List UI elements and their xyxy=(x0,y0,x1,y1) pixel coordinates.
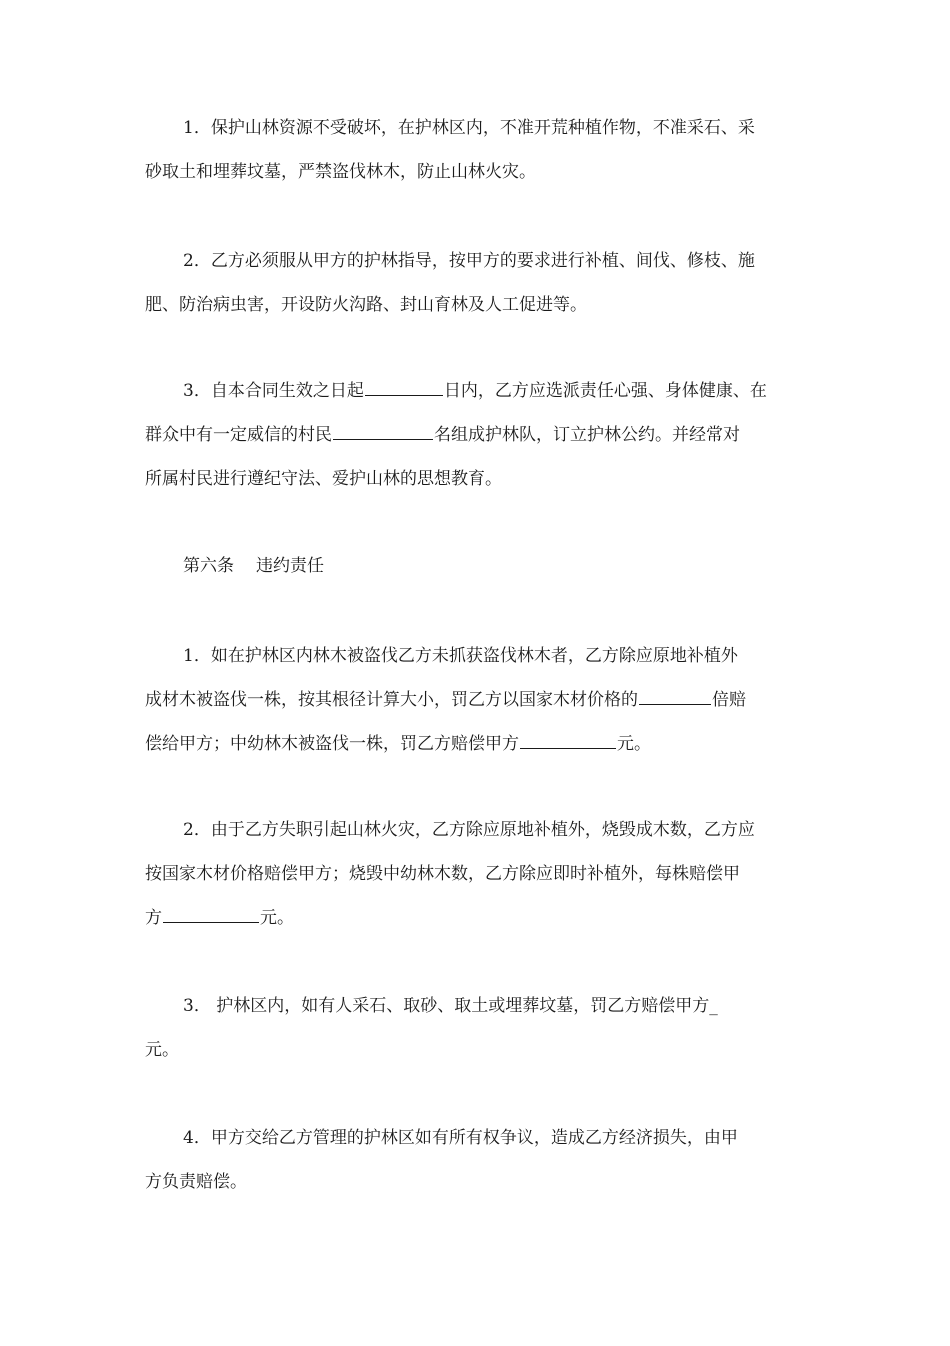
text-line: 1．如在护林区内林木被盗伐乙方未抓获盗伐林木者，乙方除应原地补植外 xyxy=(183,646,738,666)
fill-in-blank xyxy=(639,684,711,705)
text-segment: 元。 xyxy=(260,908,294,928)
text-line xyxy=(145,678,810,722)
text-line: 砂取土和埋葬坟墓，严禁盗伐林木，防止山林火灾。 xyxy=(145,162,536,182)
liability-clause-4-ownership xyxy=(145,1116,810,1204)
liability-clause-3-quarrying xyxy=(145,984,810,1072)
text-segment: 偿给甲方；中幼林木被盗伐一株，罚乙方赔偿甲方 xyxy=(145,734,519,754)
text-line: 元。 xyxy=(145,1040,179,1060)
text-segment: 日内，乙方应选派责任心强、身体健康、在 xyxy=(443,381,767,401)
fill-in-blank xyxy=(163,902,259,923)
text-segment: 成材木被盗伐一株，按其根径计算大小，罚乙方以国家木材价格的 xyxy=(145,690,638,710)
text-segment: 3．自本合同生效之日起 xyxy=(183,381,364,401)
text-segment: 倍赔 xyxy=(712,690,746,710)
fill-in-blank xyxy=(365,375,443,396)
text-line: 2．乙方必须服从甲方的护林指导，按甲方的要求进行补植、间伐、修枝、施 xyxy=(183,251,755,271)
fill-in-blank xyxy=(333,419,433,440)
text-line: 4．甲方交给乙方管理的护林区如有所有权争议，造成乙方经济损失，由甲 xyxy=(183,1128,738,1148)
liability-clause-1-theft xyxy=(145,634,810,766)
liability-clause-2-fire xyxy=(145,808,810,940)
text-line: 方负责赔偿。 xyxy=(145,1172,247,1192)
text-line: 所属村民进行遵纪守法、爱护山林的思想教育。 xyxy=(145,469,502,489)
text-line: 按国家木材价格赔偿甲方；烧毁中幼林木数，乙方除应即时补植外，每株赔偿甲 xyxy=(145,864,740,884)
text-line xyxy=(145,413,810,457)
text-line: 3． 护林区内，如有人采石、取砂、取土或埋葬坟墓，罚乙方赔偿甲方_ xyxy=(183,996,718,1016)
text-segment: 名组成护林队，订立护林公约。并经常对 xyxy=(434,425,740,445)
section-title: 违约责任 xyxy=(256,556,324,576)
text-line xyxy=(145,369,810,413)
text-segment: 方 xyxy=(145,908,162,928)
clause-1-protect-forest xyxy=(145,106,810,194)
article-number: 第六条 xyxy=(183,556,234,576)
text-line: 2．由于乙方失职引起山林火灾，乙方除应原地补植外，烧毁成木数，乙方应 xyxy=(183,820,755,840)
clause-2-follow-guidance xyxy=(145,239,810,327)
section-heading xyxy=(183,544,324,588)
text-line: 肥、防治病虫害，开设防火沟路、封山育林及人工促进等。 xyxy=(145,295,587,315)
fill-in-blank xyxy=(520,728,616,749)
text-segment: 元。 xyxy=(617,734,651,754)
text-segment: 群众中有一定威信的村民 xyxy=(145,425,332,445)
text-line: 1．保护山林资源不受破坏，在护林区内，不准开荒种植作物，不准采石、采 xyxy=(183,118,755,138)
text-line xyxy=(145,722,810,766)
text-line xyxy=(145,896,810,940)
clause-3-patrol-team xyxy=(145,369,810,501)
